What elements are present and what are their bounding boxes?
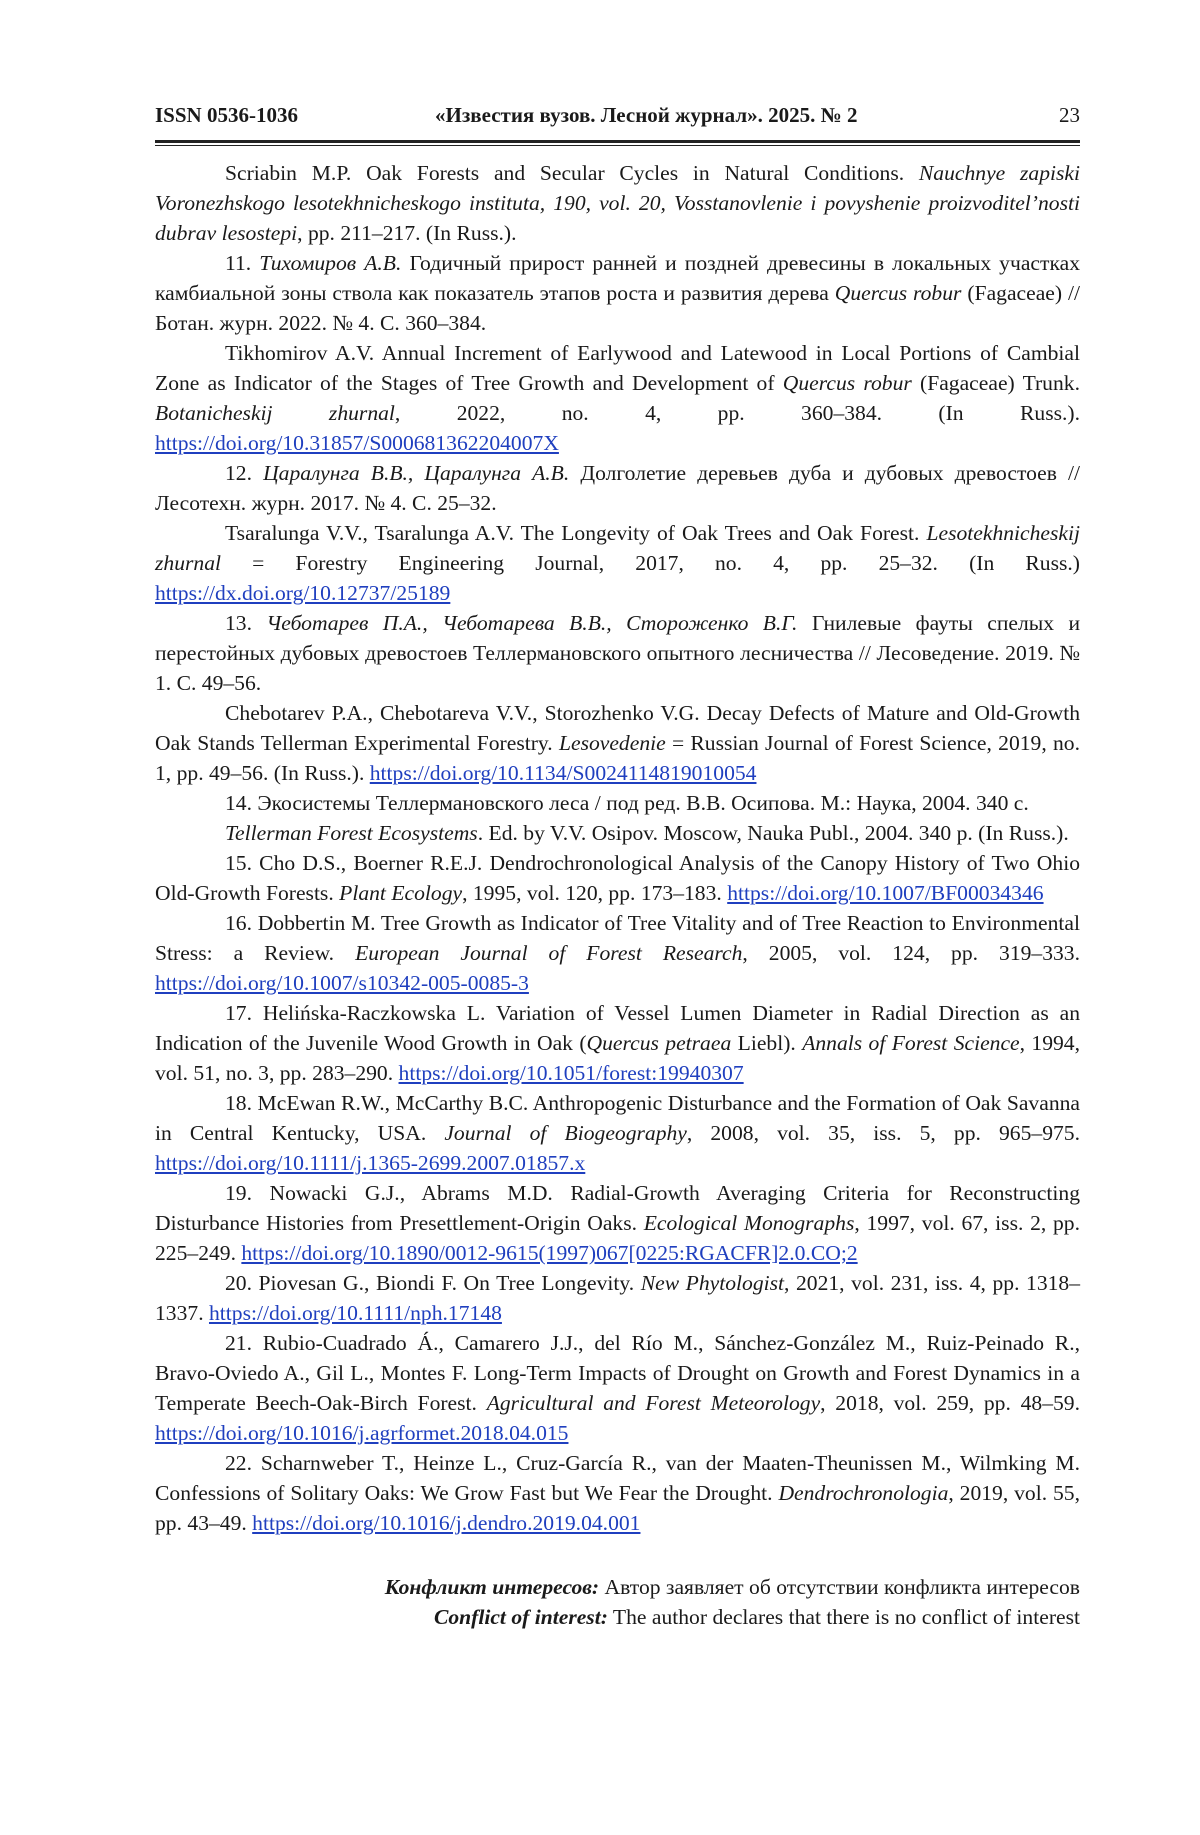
reference-italic: Тихомиров А.В. <box>259 251 401 275</box>
conflict-en-label: Conflict of interest: <box>434 1605 608 1629</box>
reference-entry <box>155 848 1080 908</box>
reference-text: Гнилевые фауты спелых и перестойных дубовых древостоев Теллермановского опытного лесничества // Лесоведение. 2019. № 1. С. 49–56. <box>155 611 1080 695</box>
doi-link[interactable]: https://doi.org/10.31857/S000681362204007X <box>155 431 559 455</box>
reference-text: Годичный прирост ранней и поздней древесины в локальных участках камбиальной зоны ствола как показатель этапов роста и развития дерева <box>155 251 1080 305</box>
reference-text: 17. Helińska-Raczkowska L. Variation of Vessel Lumen Diameter in Radial Direction as an Indication of the Juvenile Wood Growth in Oak ( <box>155 1001 1080 1055</box>
doi-link[interactable]: https://doi.org/10.1111/nph.17148 <box>209 1301 502 1325</box>
reference-entry <box>155 1448 1080 1538</box>
reference-text: , 2019, vol. 55, pp. 43–49. <box>155 1481 1080 1535</box>
reference-italic: New Phytologist <box>641 1271 784 1295</box>
reference-italic: Чеботарев П.А., Чеботарева В.В., Стороженко В.Г. <box>266 611 797 635</box>
reference-entry <box>155 608 1080 698</box>
reference-italic: Agricultural and Forest Meteorology <box>487 1391 820 1415</box>
reference-entry <box>155 1178 1080 1268</box>
reference-italic: Tellerman Forest Ecosystems <box>225 821 478 845</box>
reference-text: (Fagaceae) Trunk. <box>912 371 1080 395</box>
conflict-en-text: The author declares that there is no conflict of interest <box>608 1605 1080 1629</box>
doi-link[interactable]: https://dx.doi.org/10.12737/25189 <box>155 581 450 605</box>
reference-text: 15. Cho D.S., Boerner R.E.J. Dendrochronological Analysis of the Canopy History of Two Ohio Old-Growth Forests. <box>155 851 1080 905</box>
doi-link[interactable]: https://doi.org/10.1007/BF00034346 <box>727 881 1043 905</box>
reference-text: . Ed. by V.V. Osipov. Moscow, Nauka Publ., 2004. 340 p. (In Russ.). <box>478 821 1069 845</box>
running-header <box>155 102 1080 128</box>
doi-link[interactable]: https://doi.org/10.1016/j.agrformet.2018.04.015 <box>155 1421 568 1445</box>
reference-entry <box>155 338 1080 458</box>
page <box>155 102 1080 1632</box>
reference-text: , 2008, vol. 35, iss. 5, pp. 965–975. <box>687 1121 1080 1145</box>
reference-italic: Botanicheskij zhurnal <box>155 401 395 425</box>
reference-italic: Quercus petraea <box>587 1031 732 1055</box>
reference-italic: Lesovedenie <box>559 731 666 755</box>
conflict-of-interest <box>155 1572 1080 1632</box>
reference-italic: Царалунга В.В., Царалунга А.В. <box>263 461 569 485</box>
reference-text: , 2022, no. 4, pp. 360–384. (In Russ.). <box>395 401 1080 425</box>
reference-text: , 1995, vol. 120, pp. 173–183. <box>462 881 727 905</box>
reference-entry <box>155 1268 1080 1328</box>
conflict-ru <box>155 1572 1080 1602</box>
reference-entry <box>155 248 1080 338</box>
reference-entry <box>155 518 1080 608</box>
doi-link[interactable]: https://doi.org/10.1007/s10342-005-0085-3 <box>155 971 529 995</box>
reference-entry <box>155 698 1080 788</box>
conflict-ru-text: Автор заявляет об отсутствии конфликта интересов <box>599 1575 1080 1599</box>
reference-text: , 2018, vol. 259, pp. 48–59. <box>820 1391 1080 1415</box>
doi-link[interactable]: https://doi.org/10.1890/0012-9615(1997)067[0225:RGACFR]2.0.CO;2 <box>241 1241 857 1265</box>
reference-italic: Dendrochronologia <box>778 1481 948 1505</box>
reference-italic: Plant Ecology <box>339 881 462 905</box>
reference-italic: Nauchnye zapiski Voronezhskogo lesotekhnicheskogo instituta, 190, vol. 20, Vosstanovlenie i povyshenie proizvoditel’nosti dubrav lesostepi <box>155 161 1080 245</box>
reference-text: 18. McEwan R.W., McCarthy B.C. Anthropogenic Disturbance and the Formation of Oak Savanna in Central Kentucky, USA. <box>155 1091 1080 1145</box>
reference-text: , 1997, vol. 67, iss. 2, pp. 225–249. <box>155 1211 1080 1265</box>
header-rule-thick <box>155 140 1080 143</box>
reference-text: Долголетие деревьев дуба и дубовых древостоев // Лесотехн. журн. 2017. № 4. С. 25–32. <box>155 461 1080 515</box>
reference-text: = Russian Journal of Forest Science, 2019, no. 1, pp. 49–56. (In Russ.). <box>155 731 1080 785</box>
reference-entry <box>155 458 1080 518</box>
issn: ISSN 0536-1036 <box>155 102 298 128</box>
reference-italic: Journal of Biogeography <box>444 1121 687 1145</box>
reference-text: Scriabin M.P. Oak Forests and Secular Cycles in Natural Conditions. <box>225 161 919 185</box>
reference-italic: Ecological Monographs <box>644 1211 855 1235</box>
reference-entry <box>155 1088 1080 1178</box>
reference-text: Chebotarev P.A., Chebotareva V.V., Storozhenko V.G. Decay Defects of Mature and Old-Growth Oak Stands Tellerman Experimental Forestry. <box>155 701 1080 755</box>
reference-italic: Quercus robur <box>835 281 962 305</box>
journal-title: «Известия вузов. Лесной журнал». 2025. № 2 <box>435 102 857 128</box>
reference-text: 13. <box>225 611 266 635</box>
conflict-en <box>155 1602 1080 1632</box>
reference-text: , pp. 211–217. (In Russ.). <box>297 221 516 245</box>
reference-text: 21. Rubio-Cuadrado Á., Camarero J.J., del Río M., Sánchez-González M., Ruiz-Peinado R., Bravo-Oviedo A., Gil L., Montes F. Long-Term Impacts of Drought on Growth and Forest Dynamics in a Temperate Beech-Oak-Birch Forest. <box>155 1331 1080 1415</box>
reference-text: 20. Piovesan G., Biondi F. On Tree Longevity. <box>225 1271 641 1295</box>
reference-italic: Annals of Forest Science <box>802 1031 1019 1055</box>
reference-entry <box>155 158 1080 248</box>
reference-text: (Fagaceae) // Ботан. журн. 2022. № 4. С. 360–384. <box>155 281 1080 335</box>
reference-italic: Lesotekhnicheskij zhurnal <box>155 521 1080 575</box>
reference-entry <box>155 788 1080 818</box>
doi-link[interactable]: https://doi.org/10.1134/S0024114819010054 <box>370 761 757 785</box>
page-number: 23 <box>1059 102 1080 128</box>
reference-text: 22. Scharnweber T., Heinze L., Cruz-García R., van der Maaten-Theunissen M., Wilmking M. Confessions of Solitary Oaks: We Grow Fast but We Fear the Drought. <box>155 1451 1080 1505</box>
reference-entry <box>155 1328 1080 1448</box>
reference-text: 12. <box>225 461 263 485</box>
reference-entry <box>155 908 1080 998</box>
reference-list <box>155 158 1080 1538</box>
reference-text: , 1994, vol. 51, no. 3, pp. 283–290. <box>155 1031 1080 1085</box>
reference-italic: Quercus robur <box>783 371 912 395</box>
reference-text: = Forestry Engineering Journal, 2017, no. 4, pp. 25–32. (In Russ.) <box>221 551 1080 575</box>
reference-entry <box>155 998 1080 1088</box>
reference-text: 14. Экосистемы Теллермановского леса / под ред. В.В. Осипова. М.: Наука, 2004. 340 с. <box>225 791 1029 815</box>
doi-link[interactable]: https://doi.org/10.1016/j.dendro.2019.04.001 <box>252 1511 640 1535</box>
reference-text: Tikhomirov A.V. Annual Increment of Earlywood and Latewood in Local Portions of Cambial Zone as Indicator of the Stages of Tree Growth and Development of <box>155 341 1080 395</box>
reference-entry <box>155 818 1080 848</box>
reference-text: Liebl). <box>731 1031 802 1055</box>
reference-text: 11. <box>225 251 259 275</box>
doi-link[interactable]: https://doi.org/10.1051/forest:19940307 <box>399 1061 744 1085</box>
reference-text: , 2005, vol. 124, pp. 319–333. <box>742 941 1080 965</box>
reference-text: , 2021, vol. 231, iss. 4, pp. 1318–1337. <box>155 1271 1080 1325</box>
reference-text: Tsaralunga V.V., Tsaralunga A.V. The Longevity of Oak Trees and Oak Forest. <box>225 521 926 545</box>
reference-text: 19. Nowacki G.J., Abrams M.D. Radial-Growth Averaging Criteria for Reconstructing Disturbance Histories from Presettlement-Origin Oaks. <box>155 1181 1080 1235</box>
reference-text: 16. Dobbertin M. Tree Growth as Indicator of Tree Vitality and of Tree Reaction to Environmental Stress: a Review. <box>155 911 1080 965</box>
conflict-ru-label: Конфликт интересов: <box>385 1575 599 1599</box>
header-rule-thin <box>155 145 1080 146</box>
doi-link[interactable]: https://doi.org/10.1111/j.1365-2699.2007.01857.x <box>155 1151 585 1175</box>
reference-italic: European Journal of Forest Research <box>355 941 742 965</box>
